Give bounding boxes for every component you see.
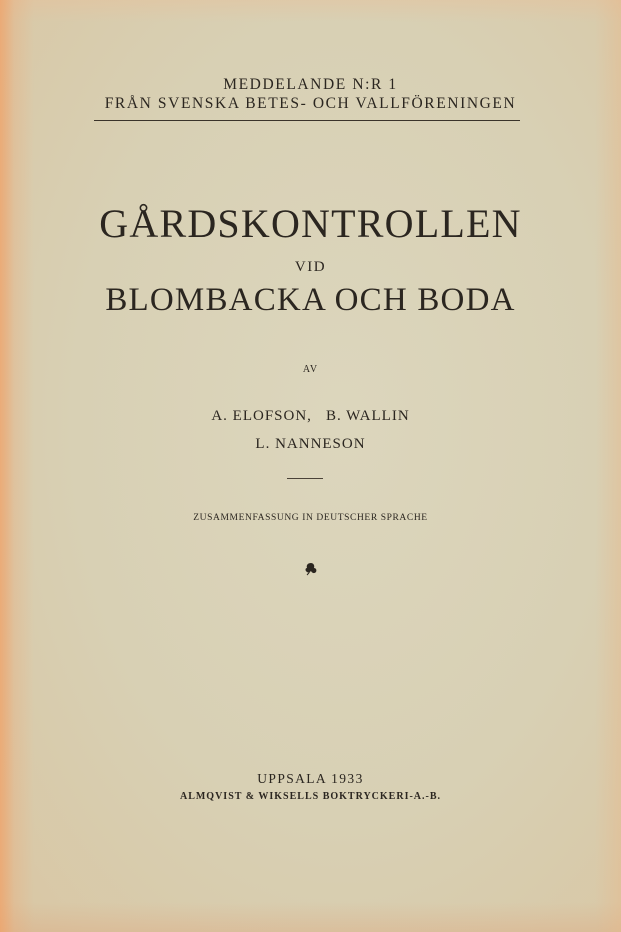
imprint-printer: ALMQVIST & WIKSELLS BOKTRYCKERI-A.-B. bbox=[179, 791, 442, 802]
author-name: B. WALLIN bbox=[325, 408, 410, 424]
title-main: GÅRDSKONTROLLEN bbox=[99, 201, 522, 246]
divider-rule bbox=[287, 478, 323, 479]
authors-line-2 bbox=[0, 436, 621, 453]
title-connector: VID bbox=[294, 259, 327, 275]
title-sub: BLOMBACKA OCH BODA bbox=[105, 282, 516, 318]
header-rule bbox=[94, 120, 520, 121]
author-name: A. ELOFSON, bbox=[211, 408, 312, 424]
fleuron-icon bbox=[0, 562, 621, 581]
series-publisher: FRÅN SVENSKA BETES- OCH VALLFÖRENINGEN bbox=[104, 95, 517, 112]
author-name: L. NANNESON bbox=[255, 436, 366, 452]
imprint-place-year: UPPSALA 1933 bbox=[257, 771, 364, 786]
series-number: MEDDELANDE N:R 1 bbox=[223, 76, 398, 93]
summary-note: ZUSAMMENFASSUNG IN DEUTSCHER SPRACHE bbox=[193, 513, 428, 523]
by-label: AV bbox=[302, 364, 319, 375]
authors-line-1 bbox=[0, 408, 621, 425]
